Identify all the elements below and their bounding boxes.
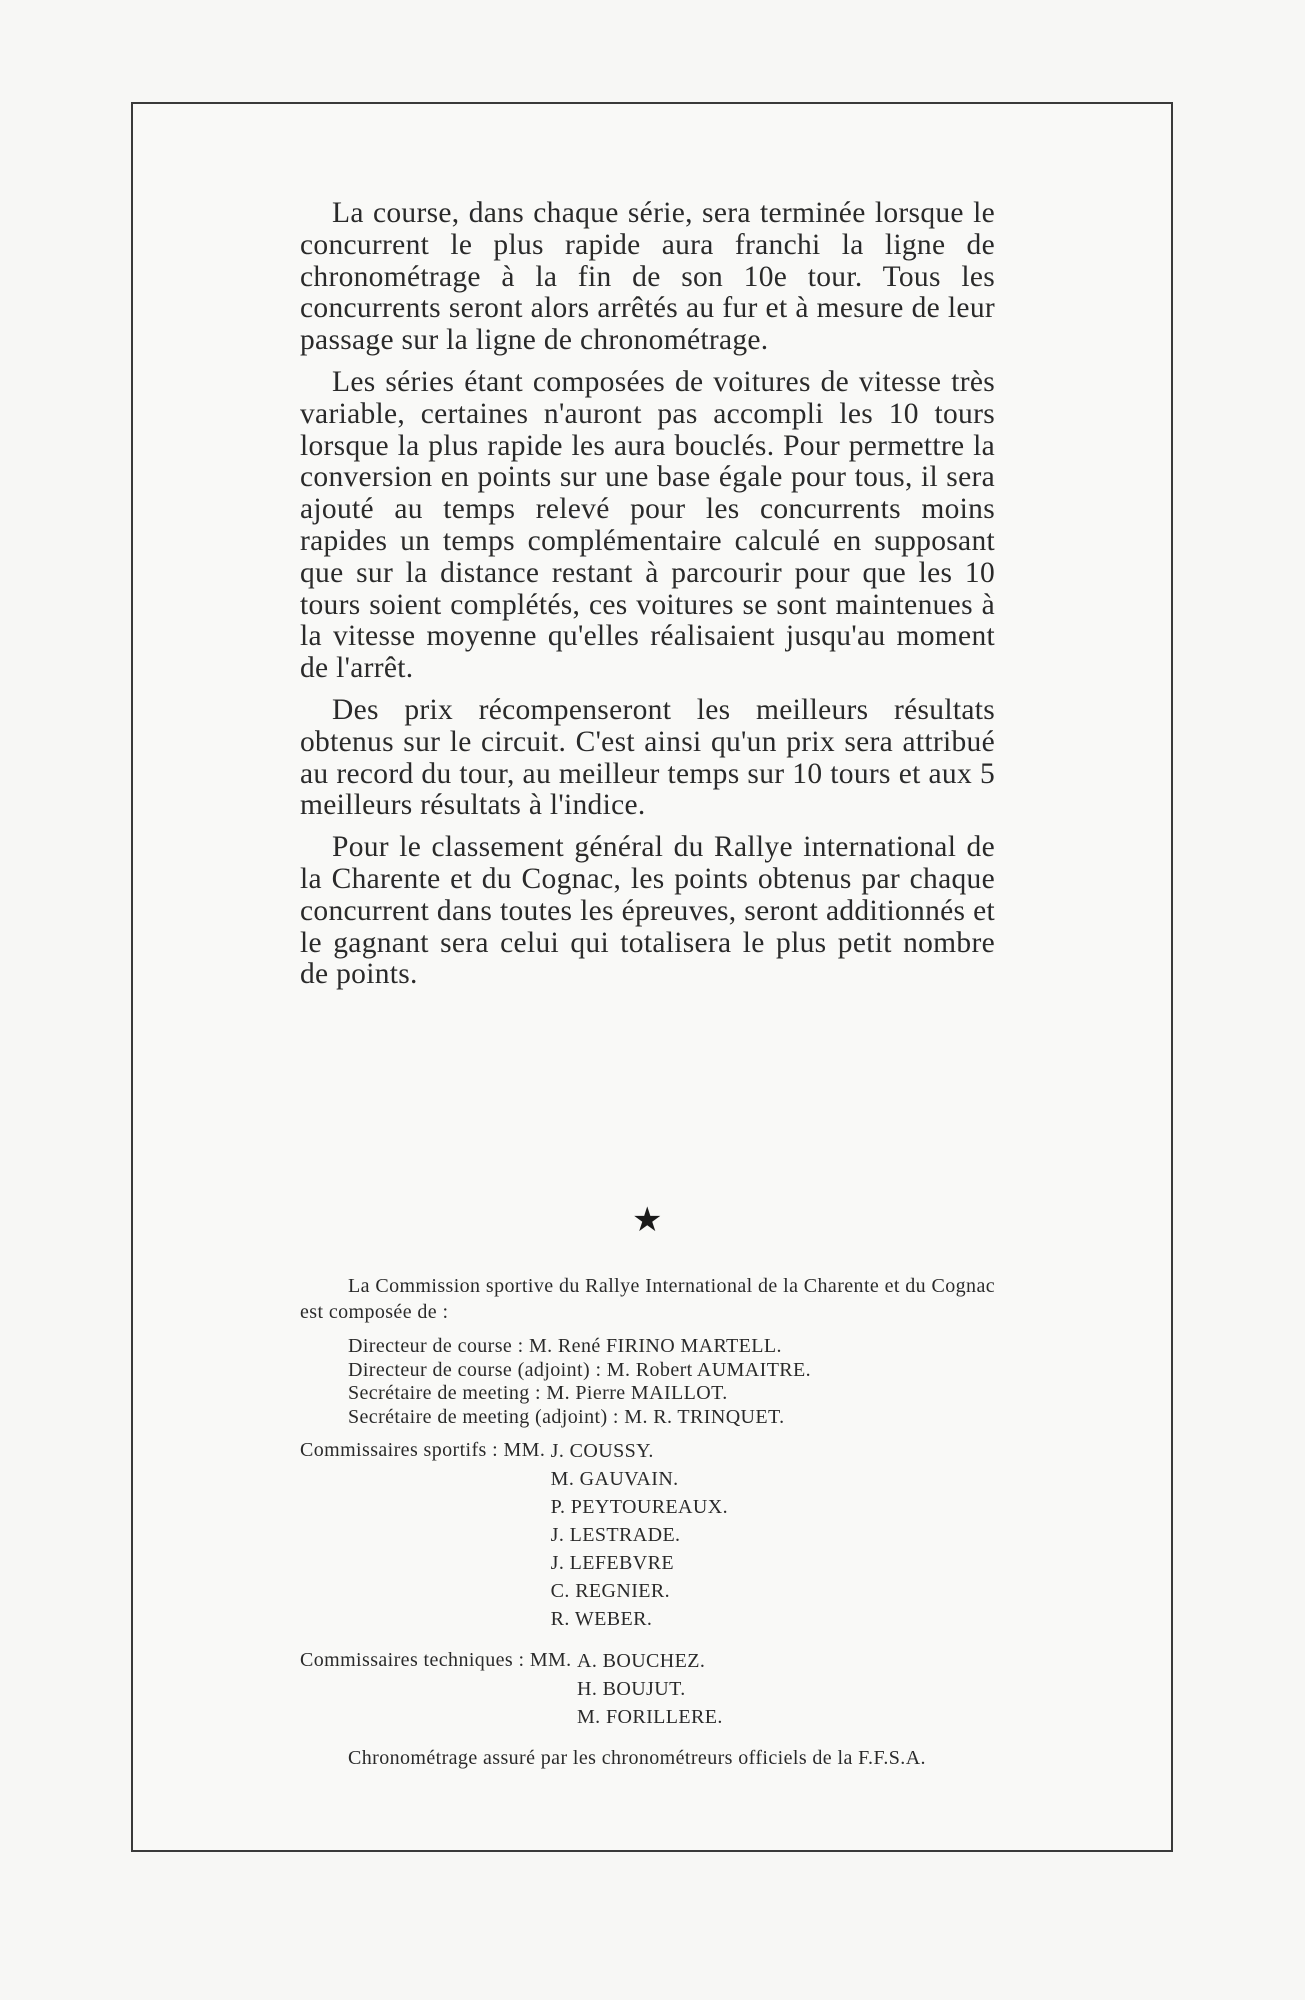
sportifs-names — [551, 1437, 728, 1633]
techniques-label: Commissaires techniques : MM. — [300, 1649, 577, 1671]
paragraph-conversion: Les séries étant composées de voitures de vitesse très variable, certaines n'auront pas accompli les 10 tours lorsque la plus rapide les aura bouclés. Pour permettre la conversion en points sur une base égale pour tous, il sera ajouté au temps relevé pour les concurrents moins rapides un temps complémentaire calculé en supposant que sur la distance restant à parcourir pour que les 10 tours soient complétés, ces voitures se sont maintenues à la vitesse moyenne qu'elles réalisaient jusqu'au moment de l'arrêt. — [300, 365, 995, 685]
commissaires-techniques — [300, 1647, 995, 1731]
sportif-name: M. GAUVAIN. — [550, 1468, 679, 1490]
role-directeur-adjoint: Directeur de course (adjoint) : M. Robert AUMAITRE. — [348, 1358, 812, 1381]
star-separator: ★ — [632, 1200, 663, 1240]
commission-intro: La Commission sportive du Rallye International de la Charente et du Cognac est composée de : — [300, 1275, 995, 1323]
commissaires-sportifs — [300, 1437, 995, 1633]
paragraph-prizes: Des prix récompenseront les meilleurs résultats obtenus sur le circuit. C'est ainsi qu'un prix sera attribué au record du tour, au meilleur temps sur 10 tours et aux 5 meilleurs résultats à l'indice. — [300, 693, 995, 822]
sportif-name: R. WEBER. — [550, 1608, 653, 1630]
technique-name: A. BOUCHEZ. — [576, 1650, 706, 1672]
techniques-names — [577, 1647, 723, 1731]
commission-roles — [348, 1335, 995, 1429]
sportif-name: J. LESTRADE. — [550, 1524, 681, 1546]
role-directeur: Directeur de course : M. René FIRINO MARTELL. — [348, 1335, 782, 1357]
sportifs-label: Commissaires sportifs : MM. — [300, 1439, 551, 1461]
sportif-name: P. PEYTOUREAUX. — [550, 1496, 728, 1518]
technique-name: M. FORILLERE. — [576, 1706, 723, 1728]
role-secretaire-adjoint: Secrétaire de meeting (adjoint) : M. R. TRINQUET. — [348, 1405, 785, 1428]
paragraph-classification: Pour le classement général du Rallye international de la Charente et du Cognac, les points obtenus par chaque concurrent dans toutes les épreuves, seront additionnés et le gagnant sera celui qui totalisera le plus petit nombre de points. — [300, 831, 995, 991]
chronometrage-note: Chronométrage assuré par les chronométreurs officiels de la F.F.S.A. — [348, 1747, 926, 1769]
sportif-name: J. LEFEBVRE — [550, 1552, 674, 1574]
role-secretaire: Secrétaire de meeting : M. Pierre MAILLOT. — [348, 1382, 728, 1404]
paragraph-race-end: La course, dans chaque série, sera terminée lorsque le concurrent le plus rapide aura franchi la ligne de chronométrage à la fin de son 10e tour. Tous les concurrents seront alors arrêtés au fur et à mesure de leur passage sur la ligne de chronométrage. — [300, 197, 995, 357]
sportif-name: J. COUSSY. — [550, 1440, 654, 1462]
technique-name: H. BOUJUT. — [576, 1678, 686, 1700]
commission-section — [300, 1273, 995, 1771]
main-text — [300, 198, 995, 1001]
sportif-name: C. REGNIER. — [550, 1580, 671, 1602]
